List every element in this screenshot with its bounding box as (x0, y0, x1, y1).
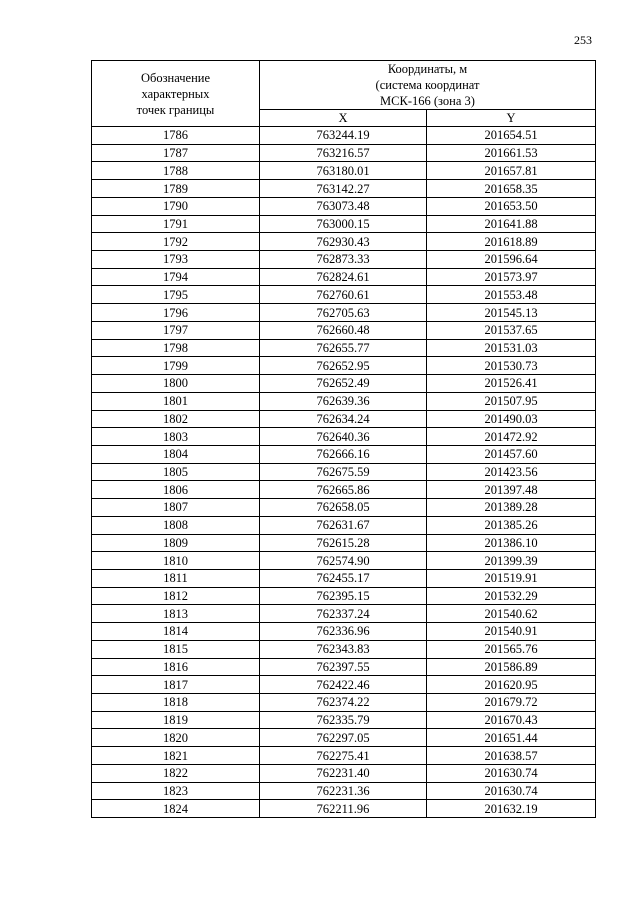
table-row (92, 800, 596, 818)
table-row (92, 605, 596, 623)
x-coordinate-cell: 762395.15 (260, 587, 427, 605)
table-row (92, 304, 596, 322)
table-row (92, 127, 596, 145)
y-coordinate-cell: 201472.92 (427, 428, 596, 446)
x-coordinate-cell: 762455.17 (260, 569, 427, 587)
x-coordinate-cell: 762655.77 (260, 339, 427, 357)
table-row (92, 747, 596, 765)
point-id-cell: 1818 (92, 694, 260, 712)
x-coordinate-cell: 762343.83 (260, 640, 427, 658)
header-coordinates: Координаты, м (система координат МСК-166 (зона 3) (260, 61, 596, 110)
table-row (92, 215, 596, 233)
x-coordinate-cell: 762231.40 (260, 764, 427, 782)
y-coordinate-cell: 201531.03 (427, 339, 596, 357)
y-coordinate-cell: 201638.57 (427, 747, 596, 765)
x-coordinate-cell: 762634.24 (260, 410, 427, 428)
y-coordinate-cell: 201526.41 (427, 375, 596, 393)
y-coordinate-cell: 201573.97 (427, 268, 596, 286)
y-coordinate-cell: 201596.64 (427, 251, 596, 269)
table-row (92, 428, 596, 446)
table-row (92, 251, 596, 269)
x-coordinate-cell: 762615.28 (260, 534, 427, 552)
y-coordinate-cell: 201507.95 (427, 392, 596, 410)
table-row (92, 587, 596, 605)
x-coordinate-cell: 762639.36 (260, 392, 427, 410)
y-coordinate-cell: 201618.89 (427, 233, 596, 251)
y-coordinate-cell: 201545.13 (427, 304, 596, 322)
x-coordinate-cell: 762337.24 (260, 605, 427, 623)
y-coordinate-cell: 201620.95 (427, 676, 596, 694)
point-id-cell: 1817 (92, 676, 260, 694)
x-coordinate-cell: 763244.19 (260, 127, 427, 145)
x-coordinate-cell: 762397.55 (260, 658, 427, 676)
x-coordinate-cell: 762760.61 (260, 286, 427, 304)
x-coordinate-cell: 762665.86 (260, 481, 427, 499)
point-id-cell: 1811 (92, 569, 260, 587)
y-coordinate-cell: 201653.50 (427, 197, 596, 215)
x-coordinate-cell: 762652.49 (260, 375, 427, 393)
x-coordinate-cell: 763142.27 (260, 180, 427, 198)
point-id-cell: 1789 (92, 180, 260, 198)
point-id-cell: 1788 (92, 162, 260, 180)
x-coordinate-cell: 762873.33 (260, 251, 427, 269)
y-coordinate-cell: 201630.74 (427, 764, 596, 782)
x-coordinate-cell: 762422.46 (260, 676, 427, 694)
point-id-cell: 1824 (92, 800, 260, 818)
point-id-cell: 1794 (92, 268, 260, 286)
table-row (92, 162, 596, 180)
point-id-cell: 1815 (92, 640, 260, 658)
point-id-cell: 1795 (92, 286, 260, 304)
y-coordinate-cell: 201679.72 (427, 694, 596, 712)
point-id-cell: 1792 (92, 233, 260, 251)
point-id-cell: 1805 (92, 463, 260, 481)
point-id-cell: 1798 (92, 339, 260, 357)
table-row (92, 569, 596, 587)
point-id-cell: 1799 (92, 357, 260, 375)
table-row (92, 481, 596, 499)
point-id-cell: 1814 (92, 623, 260, 641)
table-row (92, 268, 596, 286)
table-row (92, 694, 596, 712)
table-row (92, 233, 596, 251)
y-coordinate-cell: 201386.10 (427, 534, 596, 552)
y-coordinate-cell: 201490.03 (427, 410, 596, 428)
y-coordinate-cell: 201630.74 (427, 782, 596, 800)
table-header (92, 61, 596, 127)
x-coordinate-cell: 762211.96 (260, 800, 427, 818)
table-row (92, 676, 596, 694)
table-row (92, 534, 596, 552)
point-id-cell: 1821 (92, 747, 260, 765)
table-body (92, 127, 596, 818)
table-row (92, 375, 596, 393)
y-coordinate-cell: 201661.53 (427, 144, 596, 162)
point-id-cell: 1809 (92, 534, 260, 552)
x-coordinate-cell: 762297.05 (260, 729, 427, 747)
x-coordinate-cell: 762675.59 (260, 463, 427, 481)
y-coordinate-cell: 201654.51 (427, 127, 596, 145)
table-row (92, 729, 596, 747)
table-row (92, 782, 596, 800)
x-coordinate-cell: 762631.67 (260, 516, 427, 534)
x-coordinate-cell: 762574.90 (260, 552, 427, 570)
point-id-cell: 1793 (92, 251, 260, 269)
x-coordinate-cell: 763216.57 (260, 144, 427, 162)
header-point-designation: Обозначение характерных точек границы (92, 61, 260, 127)
table-row (92, 339, 596, 357)
y-coordinate-cell: 201532.29 (427, 587, 596, 605)
y-coordinate-cell: 201399.39 (427, 552, 596, 570)
y-coordinate-cell: 201385.26 (427, 516, 596, 534)
point-id-cell: 1820 (92, 729, 260, 747)
point-id-cell: 1801 (92, 392, 260, 410)
table-row (92, 445, 596, 463)
y-coordinate-cell: 201657.81 (427, 162, 596, 180)
table-row (92, 516, 596, 534)
x-coordinate-cell: 762666.16 (260, 445, 427, 463)
x-coordinate-cell: 762374.22 (260, 694, 427, 712)
table-row (92, 410, 596, 428)
point-id-cell: 1797 (92, 321, 260, 339)
y-coordinate-cell: 201519.91 (427, 569, 596, 587)
x-coordinate-cell: 762824.61 (260, 268, 427, 286)
y-coordinate-cell: 201540.62 (427, 605, 596, 623)
point-id-cell: 1810 (92, 552, 260, 570)
point-id-cell: 1806 (92, 481, 260, 499)
table-row (92, 392, 596, 410)
point-id-cell: 1813 (92, 605, 260, 623)
table-row (92, 711, 596, 729)
coordinates-table (91, 60, 596, 818)
y-coordinate-cell: 201658.35 (427, 180, 596, 198)
y-coordinate-cell: 201651.44 (427, 729, 596, 747)
x-coordinate-cell: 762640.36 (260, 428, 427, 446)
table-row (92, 623, 596, 641)
x-coordinate-cell: 762930.43 (260, 233, 427, 251)
y-coordinate-cell: 201632.19 (427, 800, 596, 818)
point-id-cell: 1804 (92, 445, 260, 463)
table-row (92, 640, 596, 658)
y-coordinate-cell: 201540.91 (427, 623, 596, 641)
table-row (92, 180, 596, 198)
point-id-cell: 1787 (92, 144, 260, 162)
table-row (92, 357, 596, 375)
table-row (92, 144, 596, 162)
point-id-cell: 1796 (92, 304, 260, 322)
y-coordinate-cell: 201641.88 (427, 215, 596, 233)
point-id-cell: 1822 (92, 764, 260, 782)
x-coordinate-cell: 762335.79 (260, 711, 427, 729)
x-coordinate-cell: 763180.01 (260, 162, 427, 180)
point-id-cell: 1791 (92, 215, 260, 233)
y-coordinate-cell: 201586.89 (427, 658, 596, 676)
y-coordinate-cell: 201457.60 (427, 445, 596, 463)
point-id-cell: 1802 (92, 410, 260, 428)
x-coordinate-cell: 762660.48 (260, 321, 427, 339)
x-coordinate-cell: 762336.96 (260, 623, 427, 641)
page-number: 253 (574, 33, 592, 47)
point-id-cell: 1790 (92, 197, 260, 215)
table-row (92, 197, 596, 215)
y-coordinate-cell: 201670.43 (427, 711, 596, 729)
x-coordinate-cell: 763073.48 (260, 197, 427, 215)
x-coordinate-cell: 762705.63 (260, 304, 427, 322)
y-coordinate-cell: 201537.65 (427, 321, 596, 339)
point-id-cell: 1807 (92, 499, 260, 517)
x-coordinate-cell: 762275.41 (260, 747, 427, 765)
y-coordinate-cell: 201389.28 (427, 499, 596, 517)
header-x: X (260, 110, 427, 127)
table-row (92, 499, 596, 517)
x-coordinate-cell: 762231.36 (260, 782, 427, 800)
x-coordinate-cell: 762652.95 (260, 357, 427, 375)
point-id-cell: 1823 (92, 782, 260, 800)
table-row (92, 321, 596, 339)
y-coordinate-cell: 201423.56 (427, 463, 596, 481)
y-coordinate-cell: 201553.48 (427, 286, 596, 304)
point-id-cell: 1808 (92, 516, 260, 534)
point-id-cell: 1816 (92, 658, 260, 676)
point-id-cell: 1786 (92, 127, 260, 145)
point-id-cell: 1812 (92, 587, 260, 605)
table-row (92, 764, 596, 782)
table-row (92, 463, 596, 481)
table-row (92, 286, 596, 304)
x-coordinate-cell: 762658.05 (260, 499, 427, 517)
table-row (92, 552, 596, 570)
x-coordinate-cell: 763000.15 (260, 215, 427, 233)
y-coordinate-cell: 201397.48 (427, 481, 596, 499)
y-coordinate-cell: 201565.76 (427, 640, 596, 658)
table-row (92, 658, 596, 676)
point-id-cell: 1819 (92, 711, 260, 729)
y-coordinate-cell: 201530.73 (427, 357, 596, 375)
header-y: Y (427, 110, 596, 127)
point-id-cell: 1800 (92, 375, 260, 393)
point-id-cell: 1803 (92, 428, 260, 446)
